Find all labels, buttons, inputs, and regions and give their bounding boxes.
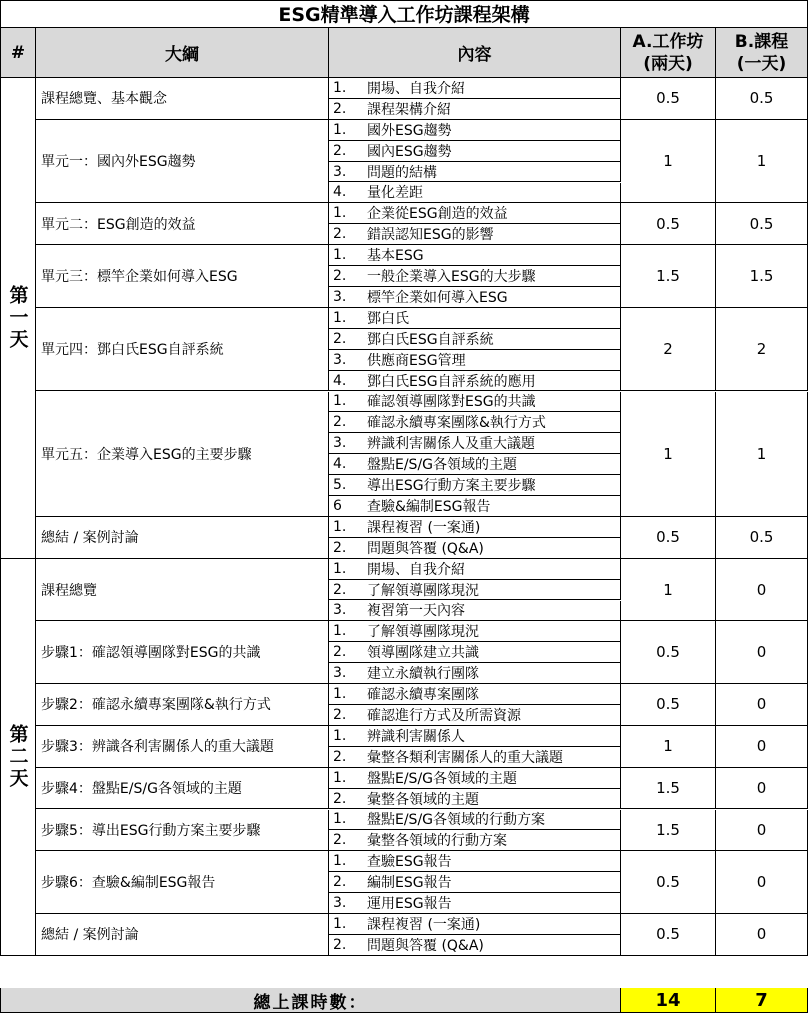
- unit-course-hours-text: 0: [756, 737, 767, 756]
- unit-outline-text: 步驟1：確認領導團隊對ESG的共識: [41, 645, 261, 662]
- unit-outline-text: 步驟2：確認永續專案團隊&執行方式: [41, 697, 271, 714]
- content-item-text: 鄧白氏ESG自評系統的應用: [367, 373, 536, 390]
- content-item: [329, 141, 621, 162]
- content-item-text: 鄧白氏: [367, 310, 409, 327]
- content-item-number: 2.: [333, 644, 347, 661]
- unit-course-hours: [716, 203, 808, 245]
- unit-outline: [36, 768, 329, 810]
- unit-outline: [36, 726, 329, 768]
- content-item-number: 2.: [333, 414, 347, 431]
- day-label: [0, 78, 36, 559]
- content-item: [329, 371, 621, 392]
- unit-workshop-hours-text: 1: [663, 152, 673, 171]
- content-item-text: 問題與答覆 (Q&A): [367, 937, 484, 954]
- content-item: [329, 580, 621, 601]
- content-item-number: 6: [333, 497, 342, 514]
- content-item-text: 錯誤認知ESG的影響: [367, 227, 494, 244]
- content-item-number: 1.: [333, 247, 347, 264]
- content-item-text: 一般企業導入ESG的大步驟: [367, 269, 536, 286]
- content-item-number: 3.: [333, 602, 347, 619]
- header-content-label: 內容: [457, 45, 492, 65]
- unit-workshop-hours-text: 1: [663, 737, 673, 756]
- content-item-number: 1.: [333, 205, 347, 222]
- content-item-text: 複習第一天內容: [367, 603, 465, 620]
- unit-workshop-hours-text: 0.5: [656, 528, 680, 547]
- unit-course-hours: [716, 621, 808, 684]
- unit-workshop-hours-text: 1.5: [656, 267, 680, 286]
- unit-outline: [36, 245, 329, 308]
- content-item-text: 彙整各領域的行動方案: [367, 833, 507, 850]
- content-item: [329, 663, 621, 684]
- content-item-number: 1.: [333, 915, 347, 932]
- unit-workshop-hours: [621, 621, 716, 684]
- header-num-label: #: [10, 42, 26, 63]
- content-item: [329, 183, 621, 204]
- content-item: [329, 768, 621, 789]
- table-title: ESG精準導入工作坊課程架構: [0, 0, 808, 28]
- content-item-number: 2.: [333, 832, 347, 849]
- unit-outline-text: 單元五：企業導入ESG的主要步驟: [41, 446, 252, 463]
- content-item: [329, 392, 621, 413]
- unit-workshop-hours-text: 1: [663, 580, 673, 599]
- content-item: [329, 851, 621, 872]
- content-item: [329, 601, 621, 622]
- content-item-number: 4.: [333, 372, 347, 389]
- unit-workshop-hours-text: 0.5: [656, 643, 680, 662]
- content-item-text: 辨識利害關係人及重大議題: [367, 436, 535, 453]
- unit-outline-text: 單元四：鄧白氏ESG自評系統: [41, 342, 224, 359]
- content-item-text: 鄧白氏ESG自評系統: [367, 331, 494, 348]
- content-item-text: 企業從ESG創造的效益: [367, 206, 508, 223]
- unit-workshop-hours: [621, 768, 716, 810]
- unit-course-hours-text: 0: [756, 695, 767, 714]
- content-item-text: 了解領導團隊現況: [367, 582, 479, 599]
- content-item-number: 1.: [333, 769, 347, 786]
- content-item-text: 領導團隊建立共識: [367, 645, 479, 662]
- content-item: [329, 78, 621, 99]
- unit-course-hours: [716, 810, 808, 852]
- unit-outline-text: 課程總覽: [41, 582, 97, 599]
- unit-course-hours: [716, 78, 808, 120]
- content-item: [329, 935, 621, 956]
- header-course: [716, 28, 808, 78]
- unit-course-hours: [716, 684, 808, 726]
- content-item-text: 彙整各類利害關係人的重大議題: [367, 749, 563, 766]
- total-course-value: 7: [755, 989, 768, 1011]
- content-item-number: 5.: [333, 477, 347, 494]
- content-item: [329, 621, 621, 642]
- content-item-text: 基本ESG: [367, 248, 424, 265]
- unit-workshop-hours: [621, 851, 716, 914]
- content-item-number: 1.: [333, 121, 347, 138]
- unit-course-hours: [716, 245, 808, 308]
- unit-course-hours: [716, 559, 808, 622]
- content-item-number: 1.: [333, 811, 347, 828]
- unit-outline: [36, 621, 329, 684]
- unit-outline: [36, 914, 329, 956]
- content-item-number: 2.: [333, 100, 347, 117]
- unit-outline: [36, 120, 329, 204]
- header-course-line2: (一天): [736, 53, 787, 74]
- unit-workshop-hours-text: 1.5: [656, 779, 680, 798]
- unit-workshop-hours: [621, 120, 716, 204]
- content-item-number: 2.: [333, 539, 347, 556]
- unit-workshop-hours: [621, 517, 716, 559]
- unit-course-hours: [716, 120, 808, 204]
- content-item-number: 4.: [333, 184, 347, 201]
- content-item: [329, 475, 621, 496]
- content-item-number: 2.: [333, 226, 347, 243]
- unit-workshop-hours: [621, 914, 716, 956]
- unit-workshop-hours-text: 0.5: [656, 214, 680, 233]
- content-item-text: 確認永續專案團隊&執行方式: [367, 415, 546, 432]
- content-item-number: 2.: [333, 874, 347, 891]
- unit-workshop-hours: [621, 308, 716, 392]
- unit-course-hours-text: 0: [756, 925, 767, 944]
- content-item-number: 2.: [333, 706, 347, 723]
- content-item-number: 2.: [333, 748, 347, 765]
- unit-workshop-hours-text: 0.5: [656, 695, 680, 714]
- unit-course-hours: [716, 517, 808, 559]
- content-item: [329, 914, 621, 935]
- content-item-text: 開場、自我介紹: [367, 561, 465, 578]
- total-workshop: [621, 988, 716, 1013]
- unit-course-hours-text: 2: [756, 340, 767, 359]
- content-item-text: 導出ESG行動方案主要步驟: [367, 478, 536, 495]
- total-course: [716, 988, 808, 1013]
- content-item: [329, 517, 621, 538]
- unit-outline-text: 步驟3：辨識各利害關係人的重大議題: [41, 739, 274, 756]
- content-item-text: 國外ESG趨勢: [367, 122, 452, 139]
- content-item-text: 建立永續執行團隊: [367, 666, 479, 683]
- content-item: [329, 224, 621, 245]
- header-outline: [36, 28, 329, 78]
- content-item-text: 查驗ESG報告: [367, 854, 452, 871]
- content-item-number: 3.: [333, 163, 347, 180]
- content-item: [329, 684, 621, 705]
- content-item: [329, 245, 621, 266]
- content-item: [329, 203, 621, 224]
- content-item-number: 2.: [333, 581, 347, 598]
- content-item: [329, 538, 621, 559]
- day-label-text: 第一天: [6, 284, 29, 351]
- unit-workshop-hours: [621, 726, 716, 768]
- content-item-text: 盤點E/S/G各領域的行動方案: [367, 812, 546, 829]
- content-item: [329, 308, 621, 329]
- day-label: [0, 559, 36, 956]
- content-item: [329, 120, 621, 141]
- header-outline-label: 大綱: [165, 45, 199, 65]
- header-workshop: [621, 28, 716, 78]
- total-label: [0, 988, 621, 1013]
- content-item: [329, 642, 621, 663]
- content-item-text: 辨識利害關係人: [367, 728, 465, 745]
- content-item: [329, 162, 621, 183]
- content-item-number: 1.: [333, 727, 347, 744]
- content-item: [329, 433, 621, 454]
- content-item: [329, 350, 621, 371]
- content-item-number: 2.: [333, 142, 347, 159]
- content-item: [329, 726, 621, 747]
- content-item: [329, 705, 621, 726]
- unit-course-hours-text: 0: [756, 873, 767, 892]
- unit-outline: [36, 559, 329, 622]
- content-item: [329, 810, 621, 831]
- content-item: [329, 266, 621, 287]
- unit-outline-text: 單元三：標竿企業如何導入ESG: [41, 269, 238, 286]
- unit-outline: [36, 684, 329, 726]
- content-item-text: 確認永續專案團隊: [367, 687, 479, 704]
- unit-workshop-hours: [621, 559, 716, 622]
- unit-workshop-hours-text: 2: [663, 340, 673, 359]
- unit-course-hours-text: 0.5: [749, 214, 774, 233]
- content-item-number: 1.: [333, 853, 347, 870]
- unit-course-hours-text: 0: [756, 820, 767, 839]
- content-item-text: 盤點E/S/G各領域的主題: [367, 770, 518, 787]
- content-item-number: 2.: [333, 330, 347, 347]
- unit-course-hours: [716, 768, 808, 810]
- unit-outline: [36, 810, 329, 852]
- content-item-number: 4.: [333, 456, 347, 473]
- unit-outline-text: 總結 / 案例討論: [41, 530, 139, 547]
- unit-workshop-hours: [621, 810, 716, 852]
- total-workshop-value: 14: [655, 989, 681, 1011]
- unit-workshop-hours-text: 0.5: [656, 925, 680, 944]
- content-item-number: 1.: [333, 686, 347, 703]
- total-label-text: 總上課時數：: [253, 992, 368, 1013]
- content-item-number: 3.: [333, 665, 347, 682]
- content-item-text: 課程複習 (一案通): [367, 519, 481, 536]
- unit-course-hours-text: 1: [756, 444, 767, 463]
- unit-outline-text: 總結 / 案例討論: [41, 927, 139, 944]
- header-course-line1: B.課程: [734, 31, 789, 52]
- content-item-text: 課程複習 (一案通): [367, 916, 481, 933]
- unit-course-hours-text: 1.5: [749, 267, 774, 286]
- header-content: [329, 28, 621, 78]
- content-item-number: 3.: [333, 351, 347, 368]
- unit-course-hours-text: 0: [756, 643, 767, 662]
- header-num: [0, 28, 36, 78]
- unit-workshop-hours-text: 1.5: [656, 820, 680, 839]
- unit-workshop-hours-text: 0.5: [656, 873, 680, 892]
- unit-outline: [36, 851, 329, 914]
- content-item: [329, 872, 621, 893]
- content-item-text: 國內ESG趨勢: [367, 143, 452, 160]
- unit-course-hours-text: 0.5: [749, 528, 774, 547]
- unit-outline-text: 步驟4：盤點E/S/G各領域的主題: [41, 781, 242, 798]
- content-item-text: 了解領導團隊現況: [367, 624, 479, 641]
- content-item: [329, 287, 621, 308]
- content-item-text: 標竿企業如何導入ESG: [367, 289, 508, 306]
- unit-course-hours: [716, 726, 808, 768]
- unit-outline-text: 課程總覽、基本觀念: [41, 91, 167, 108]
- content-item-text: 課程架構介紹: [367, 101, 451, 118]
- content-item-text: 供應商ESG管理: [367, 352, 466, 369]
- content-item: [329, 893, 621, 914]
- content-item-number: 1.: [333, 623, 347, 640]
- header-workshop-line1: A.工作坊: [632, 31, 704, 52]
- content-item: [329, 559, 621, 580]
- content-item-text: 量化差距: [367, 185, 423, 202]
- unit-workshop-hours: [621, 245, 716, 308]
- content-item-number: 3.: [333, 288, 347, 305]
- content-item: [329, 747, 621, 768]
- day-label-text: 第二天: [6, 723, 29, 790]
- content-item: [329, 99, 621, 120]
- content-item-number: 1.: [333, 79, 347, 96]
- unit-outline: [36, 308, 329, 392]
- unit-outline: [36, 517, 329, 559]
- unit-outline-text: 單元一：國內外ESG趨勢: [41, 154, 196, 171]
- unit-workshop-hours: [621, 203, 716, 245]
- unit-course-hours-text: 1: [756, 152, 767, 171]
- content-item-number: 2.: [333, 268, 347, 285]
- content-item-number: 1.: [333, 560, 347, 577]
- content-item: [329, 830, 621, 851]
- content-item-number: 1.: [333, 393, 347, 410]
- unit-workshop-hours-text: 0.5: [656, 89, 680, 108]
- unit-outline: [36, 392, 329, 517]
- unit-course-hours: [716, 392, 808, 517]
- unit-outline-text: 單元二：ESG創造的效益: [41, 216, 196, 233]
- content-item-text: 確認進行方式及所需資源: [367, 707, 521, 724]
- content-item: [329, 496, 621, 517]
- unit-outline-text: 步驟6：查驗&編制ESG報告: [41, 875, 216, 892]
- content-item-text: 運用ESG報告: [367, 896, 452, 913]
- unit-course-hours-text: 0: [756, 779, 767, 798]
- content-item: [329, 454, 621, 475]
- unit-course-hours: [716, 914, 808, 956]
- content-item-number: 3.: [333, 895, 347, 912]
- content-item-number: 1.: [333, 309, 347, 326]
- unit-workshop-hours: [621, 78, 716, 120]
- content-item-text: 確認領導團隊對ESG的共識: [367, 394, 536, 411]
- unit-course-hours-text: 0.5: [749, 89, 774, 108]
- content-item-number: 1.: [333, 518, 347, 535]
- content-item: [329, 789, 621, 810]
- content-item-text: 彙整各領域的主題: [367, 791, 479, 808]
- unit-course-hours-text: 0: [756, 580, 767, 599]
- unit-outline: [36, 78, 329, 120]
- header-workshop-line2: (兩天): [643, 53, 693, 74]
- unit-course-hours: [716, 308, 808, 392]
- unit-workshop-hours-text: 1: [663, 444, 673, 463]
- content-item-number: 2.: [333, 790, 347, 807]
- content-item-number: 2.: [333, 936, 347, 953]
- unit-workshop-hours: [621, 392, 716, 517]
- content-item-text: 問題與答覆 (Q&A): [367, 540, 484, 557]
- content-item-number: 3.: [333, 435, 347, 452]
- content-item-text: 開場、自我介紹: [367, 80, 465, 97]
- content-item-text: 盤點E/S/G各領域的主題: [367, 457, 518, 474]
- content-item-text: 編制ESG報告: [367, 875, 452, 892]
- unit-outline-text: 步驟5：導出ESG行動方案主要步驟: [41, 822, 261, 839]
- unit-workshop-hours: [621, 684, 716, 726]
- content-item-text: 問題的結構: [367, 164, 437, 181]
- content-item: [329, 412, 621, 433]
- unit-course-hours: [716, 851, 808, 914]
- unit-outline: [36, 203, 329, 245]
- content-item-text: 查驗&編制ESG報告: [367, 498, 491, 515]
- content-item: [329, 329, 621, 350]
